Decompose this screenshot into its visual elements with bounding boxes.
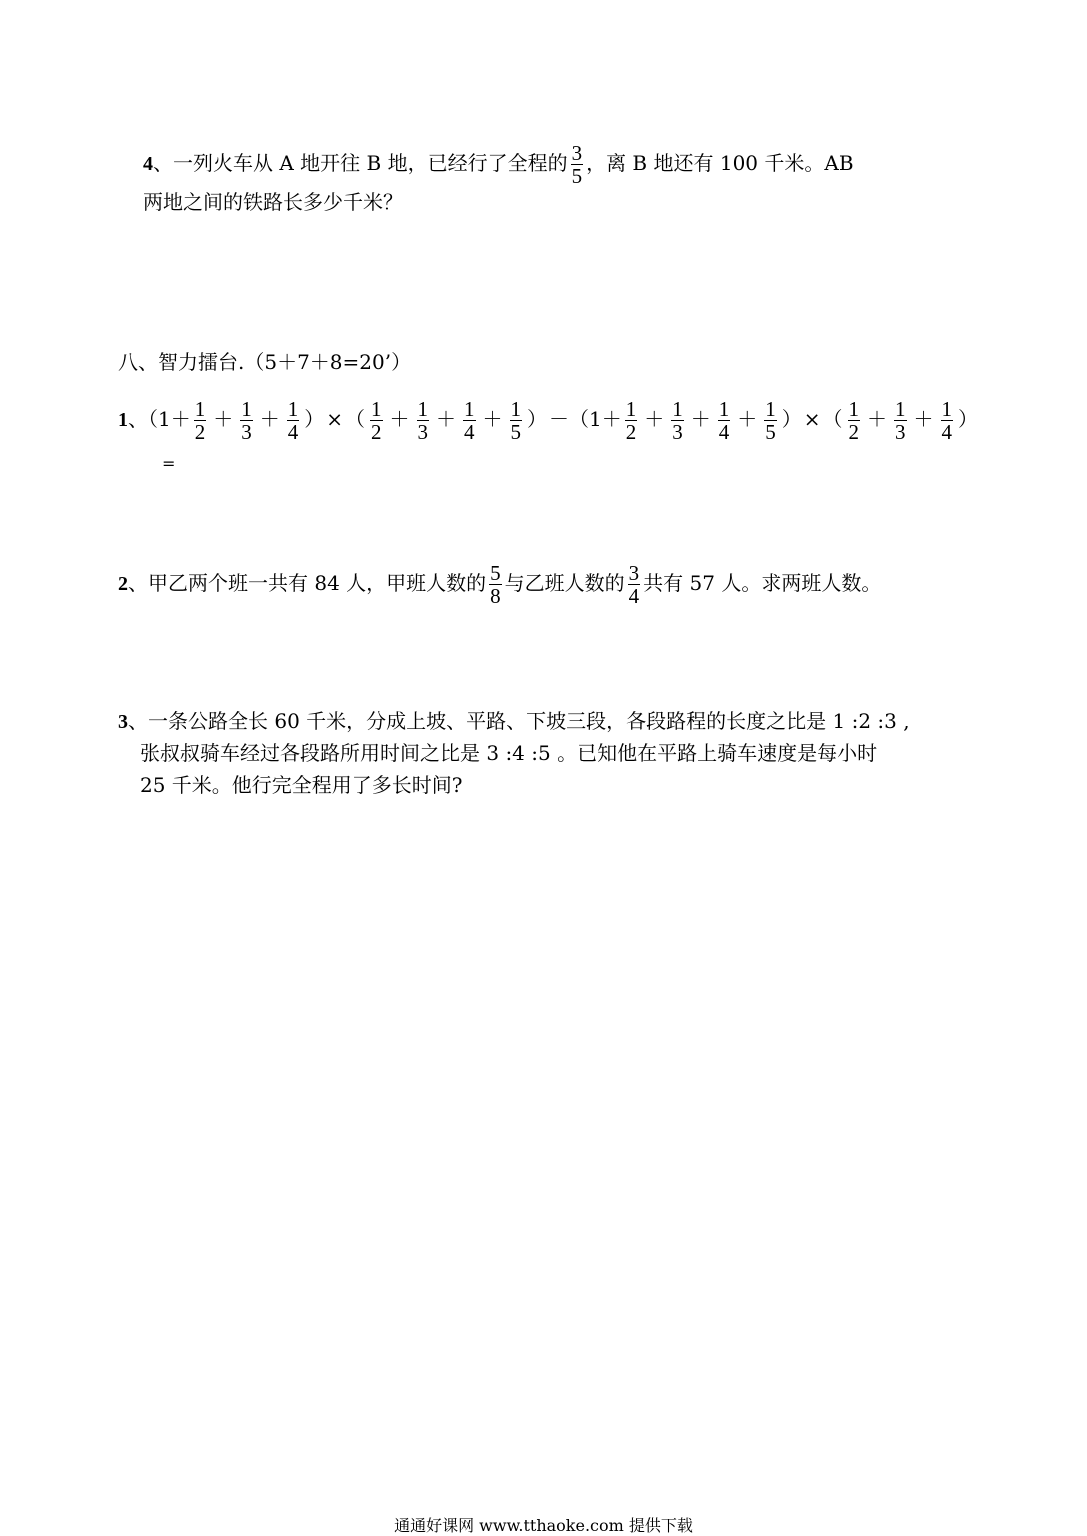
open-paren: （ <box>345 407 365 431</box>
close-paren: ） <box>781 407 802 431</box>
frac-numerator: 1 <box>672 397 683 421</box>
p3-separator: 、 <box>128 709 148 733</box>
q4-fraction <box>571 142 584 187</box>
p1-number: 1 <box>118 409 128 431</box>
p1-fraction <box>510 398 523 443</box>
frac-denominator: 4 <box>464 420 475 444</box>
close-paren: ） <box>958 407 978 431</box>
frac-numerator: 1 <box>287 397 299 421</box>
p2-text3: 共有 57 人。求两班人数。 <box>643 571 882 595</box>
p2-text2: 与乙班人数的 <box>504 571 625 595</box>
p1-fraction <box>848 398 861 443</box>
p1-fraction <box>894 398 907 443</box>
p1-open-c: （1＋ <box>569 407 622 431</box>
q4-frac-numerator: 3 <box>571 141 583 165</box>
footer-credit: 通通好课网 www.tthaoke.com 提供下载 <box>394 1516 693 1535</box>
p1-expression <box>118 398 980 443</box>
frac-numerator: 1 <box>625 397 637 421</box>
frac-numerator: 1 <box>417 397 428 421</box>
p1-fraction <box>463 398 476 443</box>
q4-frac-denominator: 5 <box>571 164 583 188</box>
p3-number: 3 <box>118 711 128 733</box>
frac-numerator: 1 <box>510 397 521 421</box>
p3-line1 <box>118 709 910 734</box>
frac-numerator: 1 <box>241 397 252 421</box>
p1-fraction <box>941 398 954 443</box>
p1-fraction <box>764 398 777 443</box>
frac-numerator: 1 <box>895 397 906 421</box>
frac-numerator: 1 <box>464 397 475 421</box>
plus-sign: ＋ <box>644 407 665 431</box>
p1-fraction <box>370 398 383 443</box>
p3-line2: 张叔叔骑车经过各段路所用时间之比是 3 :4 :5 。已知他在平路上骑车速度是每小时 <box>140 741 878 765</box>
frac-denominator: 4 <box>941 420 952 444</box>
frac-numerator: 1 <box>765 397 776 421</box>
frac-denominator: 3 <box>672 420 683 444</box>
p1-fraction <box>671 398 684 443</box>
q4-separator: 、 <box>153 151 173 175</box>
q4-number: 4 <box>143 153 153 175</box>
close-paren: ） <box>304 407 325 431</box>
times-sign: × <box>326 407 343 431</box>
p2-line <box>118 562 881 607</box>
p2-text1: 甲乙两个班一共有 84 人，甲班人数的 <box>148 571 487 595</box>
close-paren: ） <box>527 407 547 431</box>
frac-denominator: 4 <box>718 420 730 444</box>
frac-denominator: 2 <box>625 420 637 444</box>
frac-numerator: 1 <box>718 397 730 421</box>
section8-title: 八、智力擂台.（5＋7＋8=20’） <box>118 350 412 374</box>
p1-fraction <box>417 398 430 443</box>
frac-denominator: 3 <box>895 420 906 444</box>
p1-fraction <box>625 398 638 443</box>
frac-denominator: 4 <box>628 584 640 608</box>
p1-fraction <box>240 398 253 443</box>
p1-equals: = <box>162 454 176 473</box>
plus-sign: ＋ <box>913 407 934 431</box>
frac-denominator: 2 <box>848 420 859 444</box>
frac-denominator: 5 <box>510 420 521 444</box>
frac-denominator: 3 <box>417 420 428 444</box>
p1-fraction <box>287 398 300 443</box>
p2-separator: 、 <box>128 571 148 595</box>
frac-denominator: 2 <box>194 420 206 444</box>
plus-sign: ＋ <box>436 407 456 431</box>
open-paren: （ <box>822 407 843 431</box>
plus-sign: ＋ <box>737 407 758 431</box>
plus-sign: ＋ <box>482 407 503 431</box>
plus-sign: ＋ <box>259 407 280 431</box>
p1-fraction <box>194 398 207 443</box>
p2-number: 2 <box>118 573 128 595</box>
frac-denominator: 2 <box>371 420 382 444</box>
frac-numerator: 1 <box>941 397 952 421</box>
frac-denominator: 5 <box>765 420 776 444</box>
frac-denominator: 4 <box>287 420 299 444</box>
frac-numerator: 3 <box>628 561 640 585</box>
plus-sign: ＋ <box>213 407 234 431</box>
p2-fraction-1 <box>489 562 502 607</box>
minus-sign: － <box>549 407 569 431</box>
q4-line2: 两地之间的铁路长多少千米？ <box>143 190 403 214</box>
frac-denominator: 3 <box>241 420 252 444</box>
plus-sign: ＋ <box>867 407 887 431</box>
p2-fraction-2 <box>628 562 641 607</box>
plus-sign: ＋ <box>690 407 711 431</box>
frac-denominator: 8 <box>490 584 501 608</box>
q4-text-after: ，离 B 地还有 100 千米。AB <box>586 151 854 175</box>
p3-text-line1: 一条公路全长 60 千米，分成上坡、平路、下坡三段，各段路程的长度之比是 1 :2 :3 , <box>148 709 910 733</box>
frac-numerator: 1 <box>194 397 206 421</box>
frac-numerator: 1 <box>371 397 382 421</box>
p3-line3: 25 千米。他行完全程用了多长时间? <box>140 773 463 797</box>
q4-line1 <box>143 142 854 187</box>
frac-numerator: 1 <box>848 397 859 421</box>
plus-sign: ＋ <box>389 407 410 431</box>
q4-text-before: 一列火车从 A 地开往 B 地，已经行了全程的 <box>173 151 568 175</box>
p1-open-a: （1＋ <box>148 407 191 431</box>
p1-separator: 、 <box>128 407 148 431</box>
frac-numerator: 5 <box>490 561 501 585</box>
p1-fraction <box>718 398 731 443</box>
times-sign: × <box>803 407 821 431</box>
